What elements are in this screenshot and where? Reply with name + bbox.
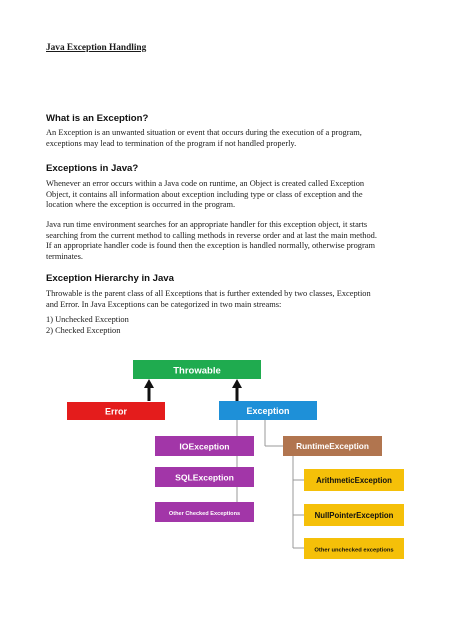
text-line: If an appropriate handler code is found then the exception is handled normally, otherwise program xyxy=(46,241,375,251)
section-heading-exceptions-in-java: Exceptions in Java? xyxy=(46,163,139,174)
document-title: Java Exception Handling xyxy=(46,43,147,53)
text-line: location where the exception is occurred in the program. xyxy=(46,200,236,210)
node-label: RuntimeException xyxy=(296,441,369,451)
node-label: Other unchecked exceptions xyxy=(314,547,394,554)
text-line: An Exception is an unwanted situation or event that occurs during the execution of a program, xyxy=(46,128,362,137)
node-other-checked xyxy=(155,502,254,522)
node-label: SQLException xyxy=(175,472,234,483)
arrowhead-icon xyxy=(144,379,154,388)
node-label: NullPointerException xyxy=(314,511,394,520)
text-line: exceptions may lead to termination of the program if not handled properly. xyxy=(46,138,297,148)
node-error xyxy=(67,402,165,420)
node-label: ArithmeticException xyxy=(316,476,392,485)
list-item: 1) Unchecked Exception xyxy=(46,315,129,324)
section-heading-exception-hierarchy: Exception Hierarchy in Java xyxy=(46,273,174,284)
node-throwable xyxy=(133,360,261,379)
text-line: and Error. In Java Exceptions can be categorized in two main streams: xyxy=(46,299,282,309)
list-item: 2) Checked Exception xyxy=(46,326,121,335)
arrowhead-icon xyxy=(232,379,242,388)
text-line: Java run time environment searches for an appropriate handler for this exception object, it starts xyxy=(46,220,368,229)
inheritance-arrows xyxy=(144,379,242,401)
text-line: Whenever an error occurs within a Java code on runtime, an Object is created called Exception xyxy=(46,179,365,188)
text-line: Object, it contains all information about exception including type or class of exception and the xyxy=(46,189,363,199)
node-sqlexception xyxy=(155,467,254,487)
node-label: Error xyxy=(104,406,128,417)
node-ioexception xyxy=(155,436,254,456)
text-line: Throwable is the parent class of all Exceptions that is further extended by two classes, Exception xyxy=(46,289,371,298)
text-line: terminates. xyxy=(46,251,83,261)
node-other-unchecked xyxy=(304,538,404,559)
node-runtimeexception xyxy=(283,436,382,456)
node-label: Exception xyxy=(246,406,290,416)
node-exception xyxy=(219,401,317,420)
node-label: Other Checked Exceptions xyxy=(168,511,241,517)
node-label: IOException xyxy=(179,441,230,452)
node-nullpointerexception xyxy=(304,504,404,526)
node-label: Throwable xyxy=(173,365,221,377)
text-line: searching from the current method to calling methods in reverse order and at last the main method. xyxy=(46,230,377,240)
section-heading-what-is-exception: What is an Exception? xyxy=(46,113,149,124)
node-arithmeticexception xyxy=(304,469,404,491)
